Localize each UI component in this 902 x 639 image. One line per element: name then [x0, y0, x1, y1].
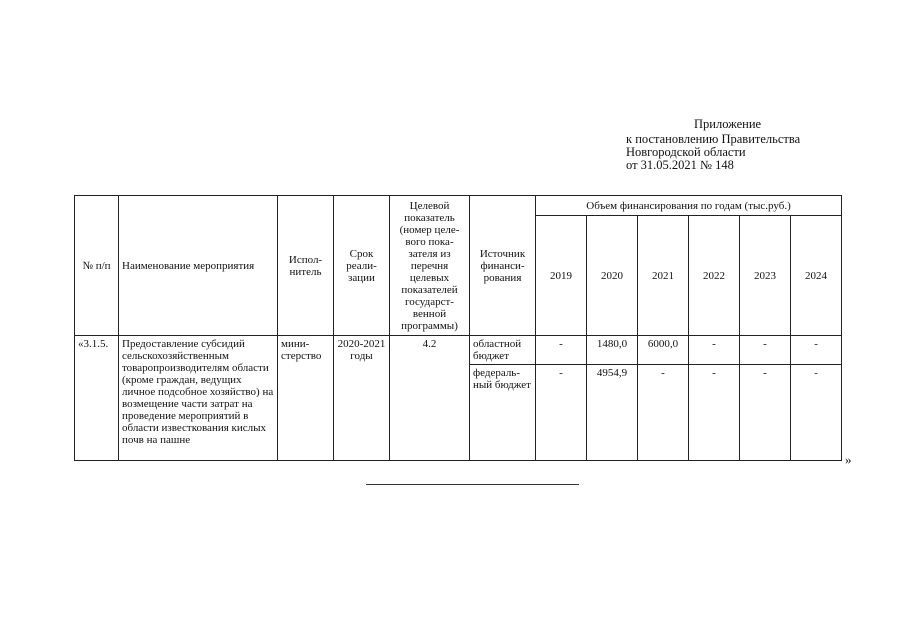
header-year: 2019 [536, 216, 587, 336]
row-activity-name: Предоставление субсидий сельскохозяйственным товаропроизводителям области (кроме граждан, ведущих личное подсобное хозяйство) на возмещение части затрат на проведение мероприятий в области известкования кислых почв на пашне [119, 336, 278, 461]
row-target: 4.2 [390, 336, 470, 461]
separator-line [366, 484, 579, 485]
funding-value: - [536, 336, 587, 365]
header-year: 2024 [791, 216, 842, 336]
source-label: областной бюджет [470, 336, 536, 365]
header-term: Срок реали-зации [334, 196, 390, 336]
source-label: федераль-ный бюджет [470, 365, 536, 461]
appendix-header [626, 118, 800, 172]
funding-table [74, 195, 842, 461]
funding-value: - [689, 336, 740, 365]
appendix-line-3: от 31.05.2021 № 148 [626, 158, 734, 172]
appendix-line-1: к постановлению Правительства [626, 132, 801, 146]
funding-value: - [638, 365, 689, 461]
header-funding: Объем финансирования по годам (тыс.руб.) [536, 196, 842, 216]
header-name: Наименование мероприятия [119, 196, 278, 336]
closing-quote: » [845, 452, 852, 467]
row-executor: мини-стерство [278, 336, 334, 461]
funding-value: 1480,0 [587, 336, 638, 365]
header-year: 2022 [689, 216, 740, 336]
appendix-line-2: Новгородской области [626, 145, 746, 159]
header-year: 2020 [587, 216, 638, 336]
row-number: «3.1.5. [75, 336, 119, 461]
funding-value: - [740, 336, 791, 365]
funding-value: - [536, 365, 587, 461]
header-year: 2023 [740, 216, 791, 336]
funding-value: - [689, 365, 740, 461]
header-target: Целевой показатель (номер целе-вого пока-зателя из перечня целевых показателей государст-венной программы) [390, 196, 470, 336]
header-executor: Испол-нитель [278, 196, 334, 336]
funding-value: - [791, 365, 842, 461]
header-year: 2021 [638, 216, 689, 336]
funding-value: - [791, 336, 842, 365]
funding-value: 6000,0 [638, 336, 689, 365]
appendix-title: Приложение [694, 117, 762, 131]
funding-value: 4954,9 [587, 365, 638, 461]
header-source: Источник финанси-рования [470, 196, 536, 336]
header-num: № п/п [75, 196, 119, 336]
row-term: 2020-2021 годы [334, 336, 390, 461]
funding-value: - [740, 365, 791, 461]
